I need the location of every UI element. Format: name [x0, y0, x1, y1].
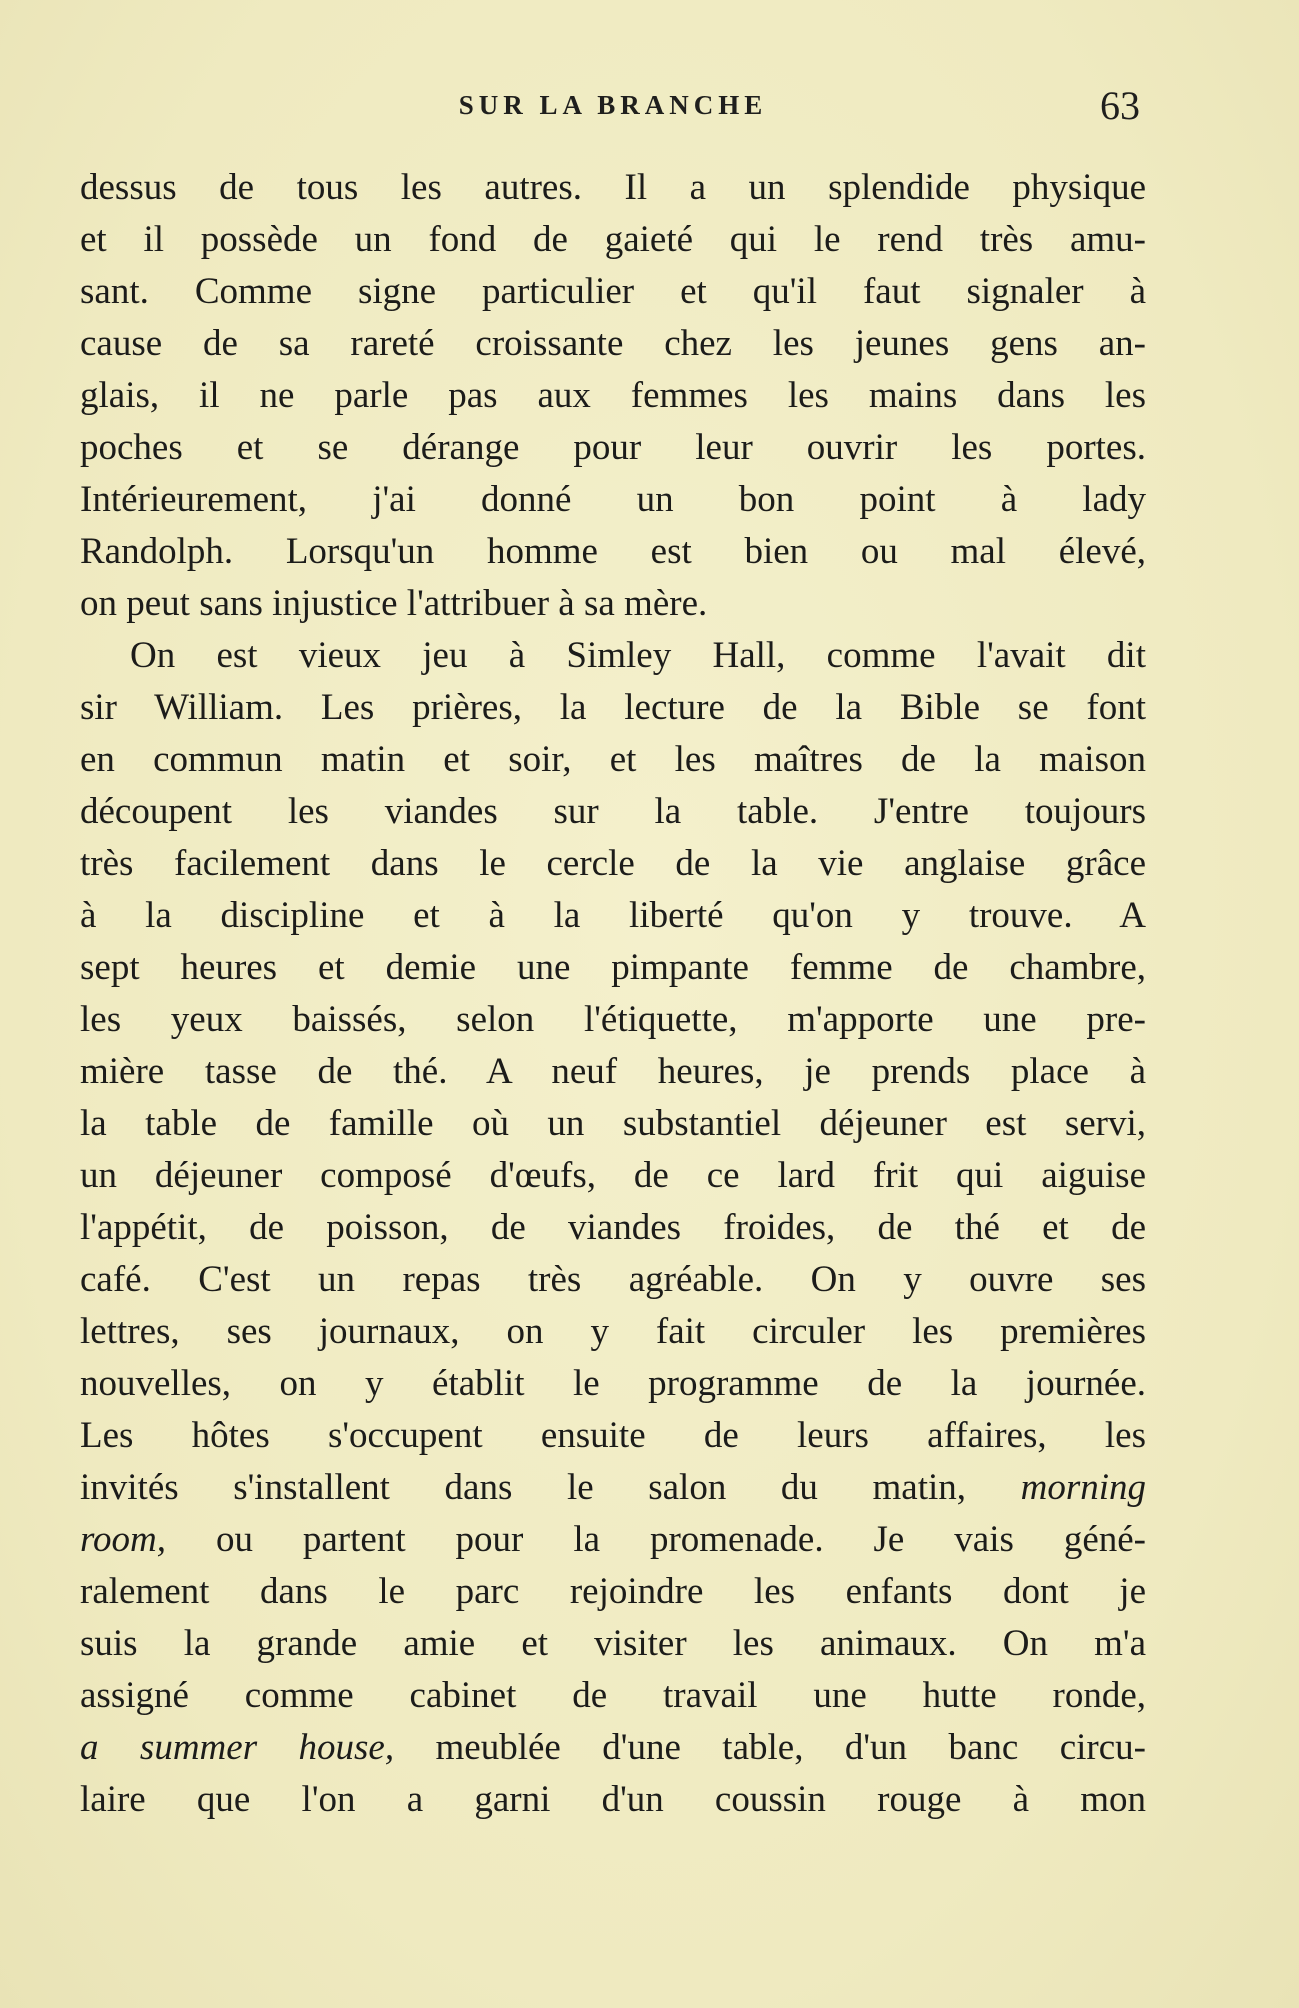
text-line: et il possède un fond de gaieté qui le rend très amu- [80, 219, 1146, 260]
text-line: cause de sa rareté croissante chez les jeunes gens an- [80, 323, 1146, 364]
text-line: très facilement dans le cercle de la vie anglaise grâce [80, 843, 1146, 884]
text-line [80, 1462, 1146, 1514]
text-line: café. C'est un repas très agréable. On y ouvre ses [80, 1259, 1146, 1300]
text-line: dessus de tous les autres. Il a un splendide physique [80, 167, 1146, 208]
text-line: Intérieurement, j'ai donné un bon point à lady [80, 479, 1146, 520]
running-title: SUR LA BRANCHE [458, 90, 768, 120]
line-segment: invités s'installent dans le salon du matin, [80, 1467, 1021, 1508]
italic-term: a summer house, [80, 1727, 395, 1768]
text-line: en commun matin et soir, et les maîtres de la maison [80, 739, 1146, 780]
page-number: 63 [1100, 83, 1140, 128]
text-line: sir William. Les prières, la lecture de la Bible se font [80, 687, 1146, 728]
text-line: à la discipline et à la liberté qu'on y trouve. A [80, 895, 1146, 936]
text-line [80, 1722, 1146, 1774]
text-line: mière tasse de thé. A neuf heures, je prends place à [80, 1051, 1146, 1092]
text-line: Randolph. Lorsqu'un homme est bien ou mal élevé, [80, 531, 1146, 572]
italic-term: morning [1020, 1467, 1146, 1508]
text-line: assigné comme cabinet de travail une hutte ronde, [80, 1675, 1146, 1716]
text-line: un déjeuner composé d'œufs, de ce lard frit qui aiguise [80, 1155, 1146, 1196]
text-line: sant. Comme signe particulier et qu'il faut signaler à [80, 271, 1146, 312]
text-line: ralement dans le parc rejoindre les enfants dont je [80, 1571, 1146, 1612]
text-line: les yeux baissés, selon l'étiquette, m'apporte une pre- [80, 999, 1146, 1040]
text-line: l'appétit, de poisson, de viandes froides, de thé et de [80, 1207, 1146, 1248]
text-line: découpent les viandes sur la table. J'entre toujours [80, 791, 1146, 832]
text-line: sept heures et demie une pimpante femme de chambre, [80, 947, 1146, 988]
text-line: On est vieux jeu à Simley Hall, comme l'avait dit [130, 635, 1146, 676]
line-segment: meublée d'une table, d'un banc circu- [394, 1727, 1146, 1768]
text-line: poches et se dérange pour leur ouvrir les portes. [80, 427, 1146, 468]
text-line: on peut sans injustice l'attribuer à sa mère. [80, 583, 708, 624]
text-line: suis la grande amie et visiter les animaux. On m'a [80, 1623, 1146, 1664]
body-text [80, 162, 1146, 1826]
text-line: nouvelles, on y établit le programme de la journée. [80, 1363, 1146, 1404]
text-line: glais, il ne parle pas aux femmes les mains dans les [80, 375, 1146, 416]
text-line: Les hôtes s'occupent ensuite de leurs affaires, les [80, 1415, 1146, 1456]
running-head [80, 82, 1146, 132]
text-line: la table de famille où un substantiel déjeuner est servi, [80, 1103, 1146, 1144]
line-segment: ou partent pour la promenade. Je vais géné- [166, 1519, 1146, 1560]
text-line: lettres, ses journaux, on y fait circuler les premières [80, 1311, 1146, 1352]
text-line: laire que l'on a garni d'un coussin rouge à mon [80, 1779, 1146, 1820]
italic-term: room, [80, 1519, 166, 1560]
text-line [80, 1514, 1146, 1566]
